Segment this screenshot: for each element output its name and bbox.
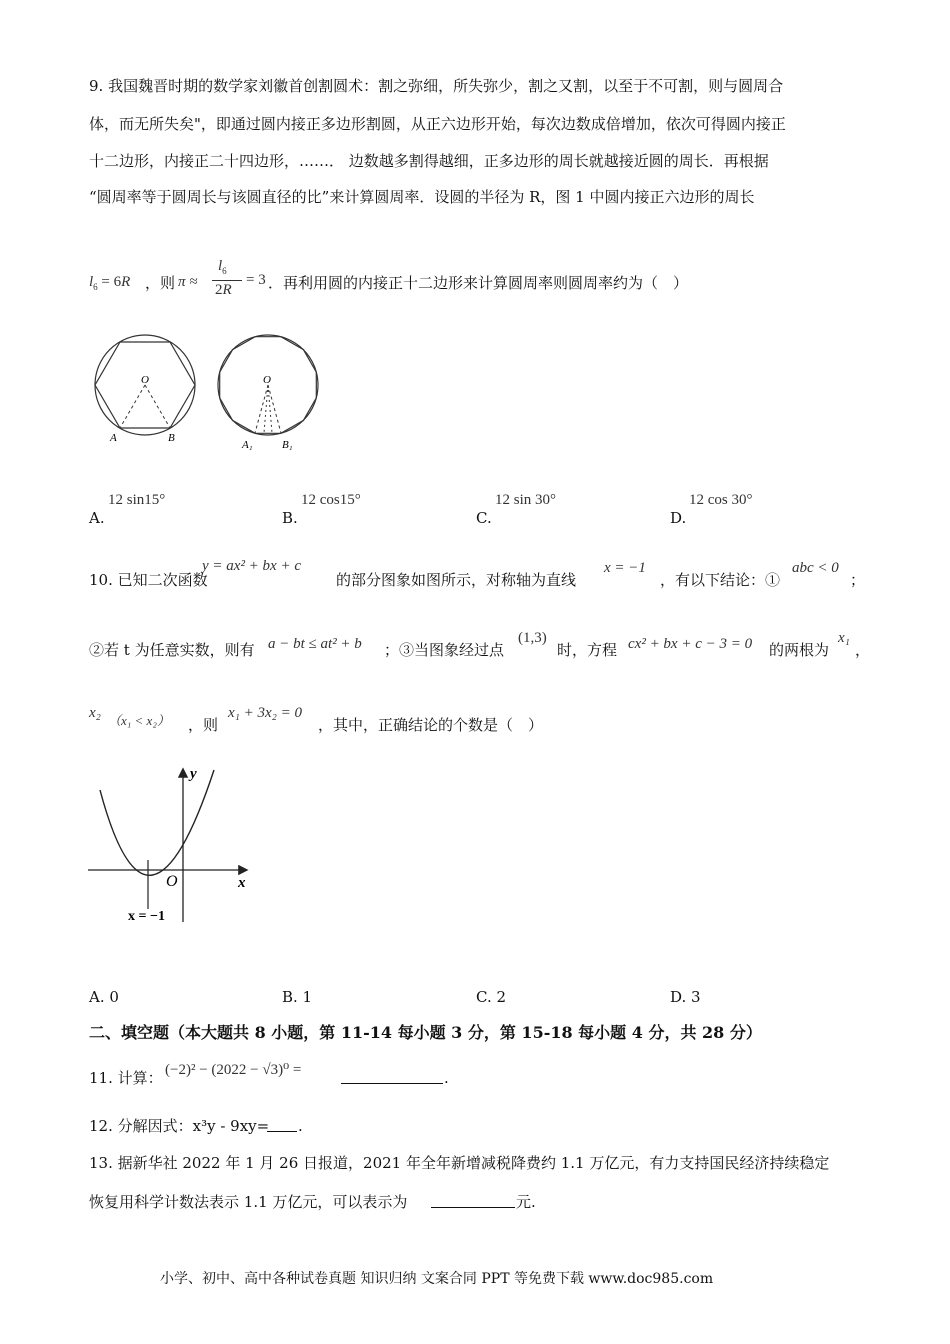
q10-point: (1,3) (518, 630, 547, 646)
section-2-title: 二、填空题（本大题共 8 小题，第 11-14 每小题 3 分，第 15-18 每小题 4 分，共 28 分） (89, 1023, 762, 1042)
q13-line-1: 13. 据新华社 2022 年 1 月 26 日报道，2021 年全年新增减税降费约 1.1 万亿元，有力支持国民经济持续稳定 (89, 1154, 830, 1172)
q10-option-d[interactable]: D. 3 (670, 988, 701, 1006)
dodecagon-figure (218, 335, 318, 451)
symmetry-label: x = −1 (128, 909, 165, 924)
q10-line-1-a: 10. 已知二次函数 (89, 571, 208, 589)
q10-line-2-a: ②若 t 为任意实数，则有 (89, 641, 255, 659)
q12-label: 12. 分解因式：x³y - 9xy= (89, 1117, 270, 1135)
q9-formula-pi: π ≈ $l_6$ 2R = 3 (178, 258, 266, 298)
q10-option-b[interactable]: B. 1 (282, 988, 313, 1006)
q10-axis-of-symmetry: x = −1 (604, 560, 646, 576)
x-axis-label: x (238, 875, 246, 891)
q12-answer-blank[interactable] (267, 1117, 297, 1132)
q9-line-4: “圆周率等于圆周长与该圆直径的比”来计算圆周率．设圆的半径为 R，图 1 中圆内接正六边形的周长 (89, 188, 755, 206)
q10-line-1-c: ，有以下结论：① (660, 571, 781, 589)
q10-root-relation: x₁ + 3x₂ = 0 (228, 705, 302, 721)
q9-formula-l6: $l_6 = 6R$ (89, 274, 131, 292)
q10-line-2-end: ， (855, 641, 871, 659)
q13-answer-blank[interactable] (431, 1193, 515, 1208)
q10-line-2-b: ；③当图象经过点 (384, 641, 505, 659)
q10-equation: cx² + bx + c − 3 = 0 (628, 636, 753, 652)
q11-end: . (444, 1069, 449, 1087)
q10-root-x2: x₂ (89, 705, 101, 721)
q10-line-1-end: ； (850, 571, 866, 589)
option-letter: C. (476, 509, 492, 527)
q10-line-1-b: 的部分图象如图所示，对称轴为直线 (336, 571, 577, 589)
q13-line-2: 恢复用科学计数法表示 1.1 万亿元，可以表示为 (89, 1193, 408, 1211)
q9-options (89, 492, 889, 532)
q11-label: 11. 计算： (89, 1069, 163, 1087)
q9-then: ，则 (145, 274, 176, 292)
option-letter: D. (670, 509, 687, 527)
q10-line-3-b: ，其中，正确结论的个数是（ ） (318, 716, 544, 734)
fig2-center-label: O (263, 374, 271, 386)
fig2-b1-label: B₁ (282, 439, 293, 451)
option-letter: B. (282, 509, 298, 527)
q9-figures (90, 333, 340, 458)
fig1-b-label: B (168, 432, 175, 444)
option-expr: 12 cos15° (301, 492, 361, 508)
q10-parabola-graph (86, 762, 256, 927)
parabola-curve (100, 770, 214, 875)
q9-line-3: 十二边形，内接正二十四边形，……． 边数越多割得越细，正多边形的周长就越接近圆的周长．再根据 (89, 152, 769, 170)
hexagon-figure (95, 335, 195, 444)
option-expr: 12 sin 30° (495, 492, 557, 508)
q10-root-x1: x₁ (838, 630, 850, 646)
q10-option-c[interactable]: C. 2 (476, 988, 507, 1006)
q12-end: . (298, 1117, 303, 1135)
q10-conclusion-1: abc < 0 (792, 560, 839, 576)
q11-answer-blank[interactable] (341, 1069, 443, 1084)
q10-function: y = ax² + bx + c (202, 558, 301, 574)
q10-line-2-c: 时，方程 (557, 641, 618, 659)
fig1-a-label: A (110, 432, 117, 444)
option-expr: 12 cos 30° (689, 492, 753, 508)
q11-expression: (−2)² − (2022 − √3)⁰ = (165, 1062, 302, 1078)
option-expr: 12 sin15° (108, 492, 166, 508)
q10-inequality: a − bt ≤ at² + b (268, 636, 362, 652)
q10-option-a[interactable]: A. 0 (89, 988, 119, 1006)
origin-label: O (166, 873, 178, 890)
q10-line-3-a: ，则 (188, 716, 219, 734)
q9-line-5: ．再利用圆的内接正十二边形来计算圆周率则圆周率约为（ ） (268, 274, 689, 292)
fig2-a1-label: A₁ (242, 439, 253, 451)
q10-line-2-d: 的两根为 (769, 641, 830, 659)
q13-end: 元. (516, 1193, 536, 1211)
page-footer: 小学、初中、高中各种试卷真题 知识归纳 文案合同 PPT 等免费下载 www.doc985.com (160, 1271, 714, 1287)
y-axis-label: y (190, 766, 197, 782)
fig1-center-label: O (141, 374, 149, 386)
q10-root-condition: （x₁ < x₂） (108, 713, 170, 728)
q9-line-2: 体，而无所失矣"，即通过圆内接正多边形割圆，从正六边形开始，每次边数成倍增加，依次可得圆内接正 (89, 115, 786, 133)
q9-line-1: 9. 我国魏晋时期的数学家刘徽首创割圆术：割之弥细，所失弥少，割之又割，以至于不可割，则与圆周合 (89, 77, 784, 95)
option-letter: A. (89, 509, 105, 527)
